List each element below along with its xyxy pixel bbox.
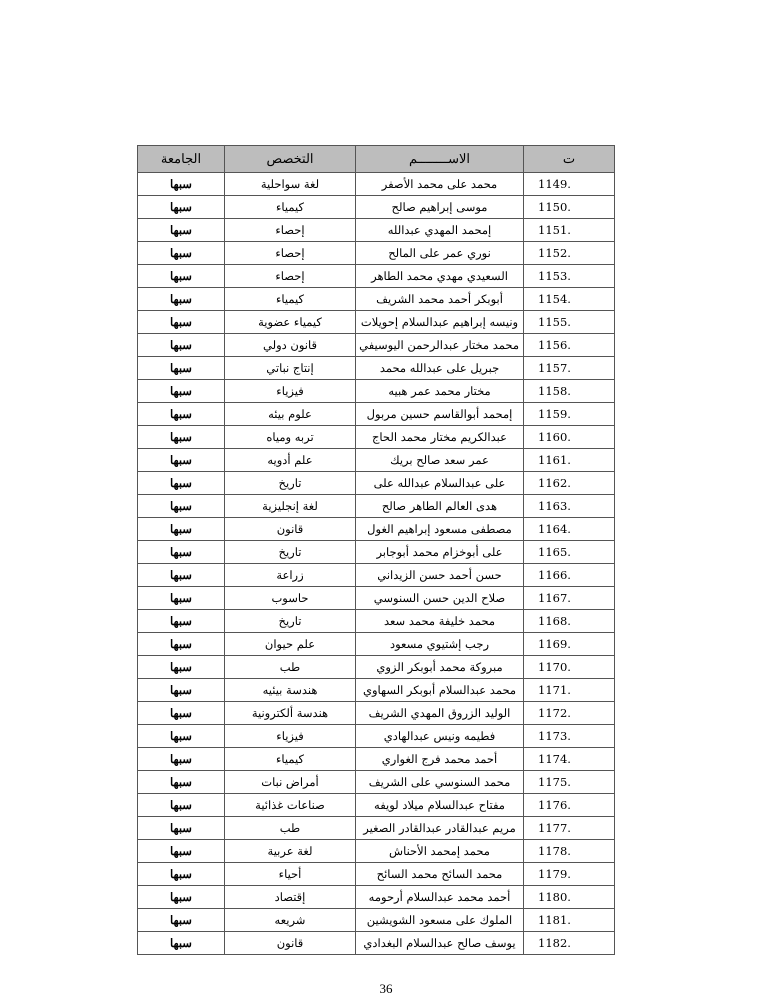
row-university: سبها (138, 403, 225, 426)
table-row (138, 702, 615, 725)
row-name: رجب إشتيوي مسعود (356, 633, 524, 656)
row-specialty: قانون (225, 518, 356, 541)
row-name: هدى العالم الطاهر صالح (356, 495, 524, 518)
row-specialty: إقتصاد (225, 886, 356, 909)
row-university: سبها (138, 357, 225, 380)
row-university: سبها (138, 587, 225, 610)
row-university: سبها (138, 633, 225, 656)
row-specialty: علوم بيئه (225, 403, 356, 426)
row-name: محمد إمحمد الأحناش (356, 840, 524, 863)
row-university: سبها (138, 886, 225, 909)
row-number: 1159. (524, 403, 615, 426)
row-specialty: علم حيوان (225, 633, 356, 656)
row-number: 1154. (524, 288, 615, 311)
table-row (138, 564, 615, 587)
row-name: مفتاح عبدالسلام ميلاد لويفه (356, 794, 524, 817)
row-university: سبها (138, 748, 225, 771)
row-number: 1163. (524, 495, 615, 518)
table-row (138, 242, 615, 265)
row-specialty: هندسة ألكترونية (225, 702, 356, 725)
row-university: سبها (138, 449, 225, 472)
row-name: موسى إبراهيم صالح (356, 196, 524, 219)
row-name: مختار محمد عمر هبيه (356, 380, 524, 403)
row-name: إمحمد المهدي عبدالله (356, 219, 524, 242)
row-number: 1175. (524, 771, 615, 794)
header-number: ت (524, 146, 615, 173)
row-specialty: أمراض نبات (225, 771, 356, 794)
row-name: الوليد الزروق المهدي الشريف (356, 702, 524, 725)
row-name: الملوك على مسعود الشويشين (356, 909, 524, 932)
row-university: سبها (138, 564, 225, 587)
row-number: 1158. (524, 380, 615, 403)
row-specialty: قانون دولي (225, 334, 356, 357)
row-university: سبها (138, 265, 225, 288)
row-university: سبها (138, 794, 225, 817)
row-university: سبها (138, 495, 225, 518)
table-row (138, 449, 615, 472)
table-row (138, 748, 615, 771)
table-row (138, 311, 615, 334)
header-row (138, 146, 615, 173)
row-university: سبها (138, 909, 225, 932)
header-name: الاســــــــم (356, 146, 524, 173)
table-row (138, 886, 615, 909)
table-row (138, 219, 615, 242)
row-number: 1167. (524, 587, 615, 610)
row-name: صلاح الدين حسن السنوسي (356, 587, 524, 610)
row-number: 1182. (524, 932, 615, 955)
row-number: 1166. (524, 564, 615, 587)
row-number: 1174. (524, 748, 615, 771)
row-specialty: تاريخ (225, 472, 356, 495)
row-number: 1173. (524, 725, 615, 748)
row-university: سبها (138, 840, 225, 863)
row-specialty: تاريخ (225, 610, 356, 633)
row-name: محمد السنوسي على الشريف (356, 771, 524, 794)
row-name: محمد خليفة محمد سعد (356, 610, 524, 633)
row-specialty: زراعة (225, 564, 356, 587)
row-number: 1171. (524, 679, 615, 702)
row-specialty: شريعه (225, 909, 356, 932)
row-number: 1181. (524, 909, 615, 932)
table-row (138, 334, 615, 357)
row-number: 1157. (524, 357, 615, 380)
row-university: سبها (138, 518, 225, 541)
table-row (138, 633, 615, 656)
row-specialty: طب (225, 817, 356, 840)
row-university: سبها (138, 679, 225, 702)
row-number: 1161. (524, 449, 615, 472)
row-name: يوسف صالح عبدالسلام البغدادي (356, 932, 524, 955)
row-number: 1165. (524, 541, 615, 564)
row-number: 1177. (524, 817, 615, 840)
row-name: فطيمه ونيس عبدالهادي (356, 725, 524, 748)
row-name: جبريل على عبدالله محمد (356, 357, 524, 380)
table-row (138, 909, 615, 932)
row-number: 1179. (524, 863, 615, 886)
row-name: مبروكة محمد أبوبكر الزوي (356, 656, 524, 679)
row-name: مريم عبدالقادر عبدالقادر الصغير (356, 817, 524, 840)
table-row (138, 541, 615, 564)
row-name: أحمد محمد عبدالسلام أرحومه (356, 886, 524, 909)
row-specialty: كيمياء (225, 288, 356, 311)
row-number: 1150. (524, 196, 615, 219)
row-university: سبها (138, 219, 225, 242)
row-name: أحمد محمد فرج الغواري (356, 748, 524, 771)
row-university: سبها (138, 817, 225, 840)
row-specialty: تربه ومياه (225, 426, 356, 449)
row-university: سبها (138, 932, 225, 955)
table-row (138, 380, 615, 403)
row-number: 1160. (524, 426, 615, 449)
row-name: السعيدي مهدي محمد الطاهر (356, 265, 524, 288)
table-row (138, 357, 615, 380)
row-specialty: كيمياء (225, 196, 356, 219)
table-row (138, 794, 615, 817)
row-specialty: علم أدويه (225, 449, 356, 472)
row-specialty: إنتاج نباتي (225, 357, 356, 380)
graduates-table (137, 145, 615, 955)
row-university: سبها (138, 173, 225, 196)
row-specialty: إحصاء (225, 242, 356, 265)
table-row (138, 656, 615, 679)
row-university: سبها (138, 472, 225, 495)
row-specialty: لغة سواحلية (225, 173, 356, 196)
table-row (138, 426, 615, 449)
row-number: 1178. (524, 840, 615, 863)
row-university: سبها (138, 196, 225, 219)
row-name: محمد على محمد الأصفر (356, 173, 524, 196)
row-number: 1155. (524, 311, 615, 334)
row-university: سبها (138, 541, 225, 564)
table-row (138, 288, 615, 311)
row-university: سبها (138, 702, 225, 725)
row-specialty: فيزياء (225, 380, 356, 403)
row-number: 1176. (524, 794, 615, 817)
table-row (138, 610, 615, 633)
row-university: سبها (138, 311, 225, 334)
row-specialty: فيزياء (225, 725, 356, 748)
header-university: الجامعة (138, 146, 225, 173)
row-specialty: إحصاء (225, 219, 356, 242)
row-name: محمد عبدالسلام أبوبكر السهاوي (356, 679, 524, 702)
table-row (138, 403, 615, 426)
table-body (138, 173, 615, 955)
row-number: 1168. (524, 610, 615, 633)
row-specialty: كيمياء عضوية (225, 311, 356, 334)
row-university: سبها (138, 380, 225, 403)
table-row (138, 679, 615, 702)
row-number: 1180. (524, 886, 615, 909)
row-number: 1162. (524, 472, 615, 495)
row-university: سبها (138, 426, 225, 449)
table-row (138, 495, 615, 518)
table-row (138, 587, 615, 610)
table-row (138, 196, 615, 219)
row-name: ونيسه إبراهيم عبدالسلام إحويلات (356, 311, 524, 334)
row-specialty: قانون (225, 932, 356, 955)
table-row (138, 265, 615, 288)
table-row (138, 771, 615, 794)
row-name: حسن أحمد حسن الزيداني (356, 564, 524, 587)
row-name: نوري عمر على المالح (356, 242, 524, 265)
row-university: سبها (138, 771, 225, 794)
row-number: 1172. (524, 702, 615, 725)
row-university: سبها (138, 610, 225, 633)
row-university: سبها (138, 725, 225, 748)
row-number: 1151. (524, 219, 615, 242)
row-name: على أبوخزام محمد أبوجابر (356, 541, 524, 564)
row-number: 1170. (524, 656, 615, 679)
row-specialty: كيمياء (225, 748, 356, 771)
header-specialty: التخصص (225, 146, 356, 173)
row-number: 1152. (524, 242, 615, 265)
row-number: 1164. (524, 518, 615, 541)
page-number: 36 (379, 981, 393, 996)
row-name: مصطفى مسعود إبراهيم الغول (356, 518, 524, 541)
row-university: سبها (138, 242, 225, 265)
table-row (138, 817, 615, 840)
row-university: سبها (138, 863, 225, 886)
row-university: سبها (138, 656, 225, 679)
row-number: 1153. (524, 265, 615, 288)
row-specialty: طب (225, 656, 356, 679)
table-row (138, 725, 615, 748)
row-name: على عبدالسلام عبدالله على (356, 472, 524, 495)
row-specialty: تاريخ (225, 541, 356, 564)
row-name: محمد مختار عبدالرحمن اليوسيفي (356, 334, 524, 357)
table-row (138, 173, 615, 196)
row-specialty: هندسة بيئيه (225, 679, 356, 702)
row-name: أبوبكر أحمد محمد الشريف (356, 288, 524, 311)
row-name: عمر سعد صالح بريك (356, 449, 524, 472)
row-specialty: لغة إنجليزية (225, 495, 356, 518)
table-row (138, 932, 615, 955)
row-number: 1169. (524, 633, 615, 656)
table-row (138, 472, 615, 495)
row-name: محمد السائح محمد السائح (356, 863, 524, 886)
row-specialty: أحياء (225, 863, 356, 886)
row-specialty: حاسوب (225, 587, 356, 610)
row-university: سبها (138, 288, 225, 311)
row-number: 1156. (524, 334, 615, 357)
table-row (138, 840, 615, 863)
row-number: 1149. (524, 173, 615, 196)
row-name: عبدالكريم مختار محمد الحاج (356, 426, 524, 449)
row-specialty: إحصاء (225, 265, 356, 288)
row-university: سبها (138, 334, 225, 357)
table-row (138, 518, 615, 541)
row-specialty: صناعات غذائية (225, 794, 356, 817)
row-specialty: لغة عربية (225, 840, 356, 863)
table-row (138, 863, 615, 886)
row-name: إمحمد أبوالقاسم حسين مربول (356, 403, 524, 426)
